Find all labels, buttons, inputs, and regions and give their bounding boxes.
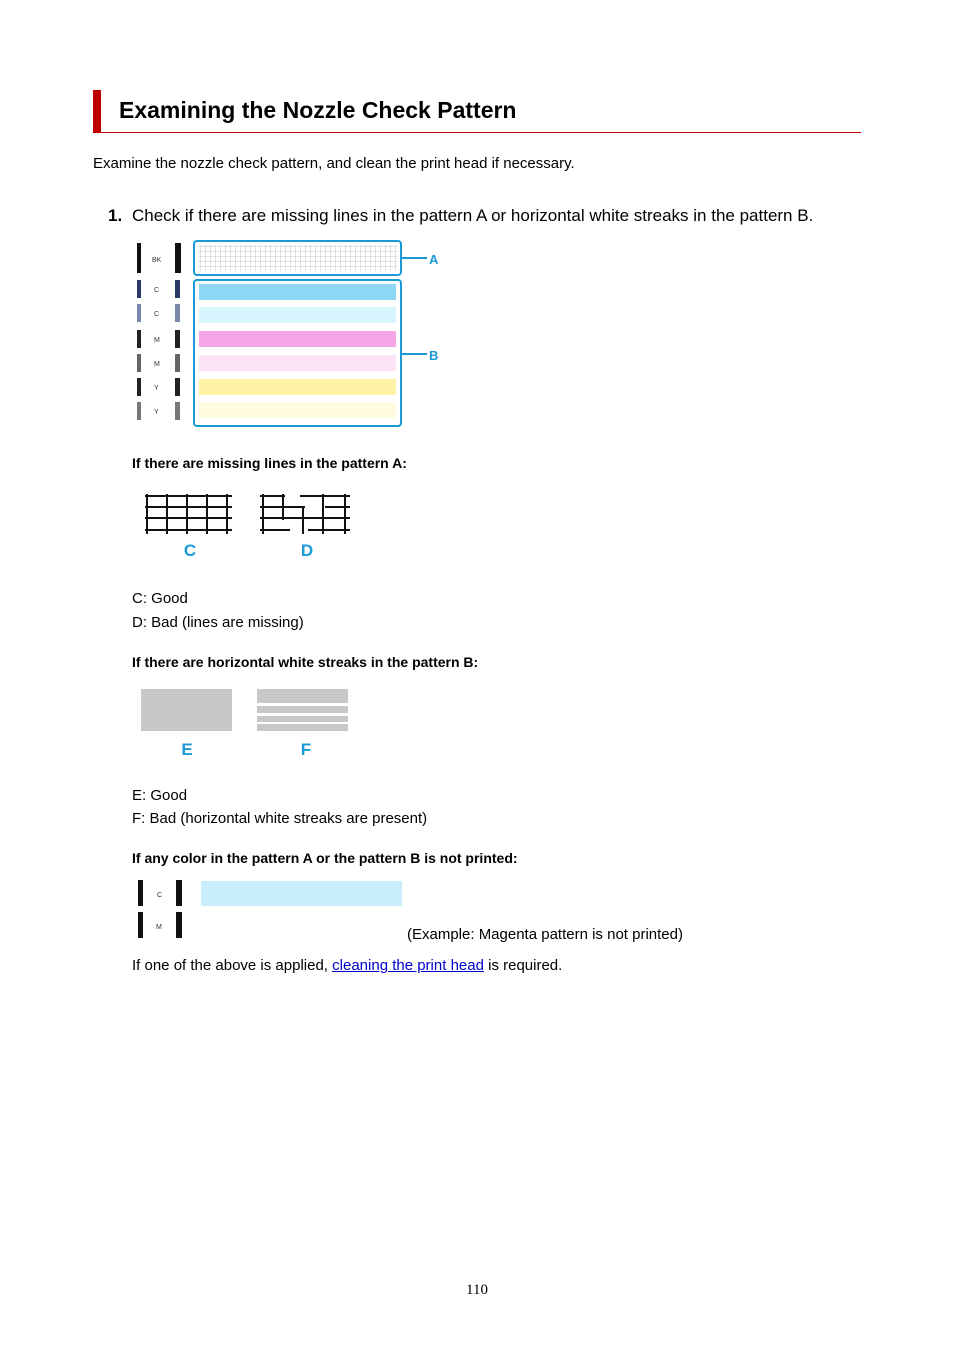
pattern-b-band-magenta [199, 331, 396, 347]
pattern-b-band-light-magenta [199, 355, 396, 371]
channel-label: M [154, 361, 160, 368]
cleaning-print-head-link[interactable]: cleaning the print head [332, 957, 484, 974]
pattern-b-bad-label: F [300, 740, 312, 759]
channel-bars [137, 243, 181, 420]
pattern-a-good-grid [145, 494, 232, 534]
page-number: 110 [466, 1282, 488, 1298]
step-text: Check if there are missing lines in the pattern A or horizontal white streaks in the pattern B. [132, 206, 814, 225]
example-caption: (Example: Magenta pattern is not printed) [407, 926, 683, 943]
section-c-heading: If any color in the pattern A or the pattern B is not printed: [132, 850, 518, 866]
channel-label: BK [152, 257, 162, 264]
pattern-a-examples [140, 490, 360, 562]
section-b-line1: E: Good [132, 787, 188, 804]
pattern-b-band-cyan [199, 284, 396, 300]
pattern-b-band-light-cyan [199, 307, 396, 323]
channel-label: C [154, 287, 160, 294]
page-title: Examining the Nozzle Check Pattern [119, 97, 517, 123]
channel-label: C [157, 892, 163, 899]
pattern-b-band-yellow [199, 379, 396, 395]
channel-label: M [156, 924, 162, 931]
channel-label: Y [154, 409, 159, 416]
pattern-a-bad-grid [260, 494, 350, 534]
channel-label: M [154, 337, 160, 344]
pattern-a-good-label: C [183, 541, 197, 560]
step-number: 1. [108, 206, 123, 225]
section-a-line1: C: Good [132, 590, 188, 607]
section-b-heading: If there are horizontal white streaks in the pattern B: [132, 654, 479, 670]
missing-color-example [135, 876, 407, 942]
heading-accent-bar [93, 90, 101, 133]
nozzle-check-pattern-figure [130, 236, 450, 432]
pattern-b-good-block [141, 689, 232, 731]
pattern-b-bad-block [257, 689, 348, 731]
pattern-a-bad-label: D [300, 541, 314, 560]
heading-rule [101, 132, 861, 133]
closing-prefix: If one of the above is applied, [132, 957, 333, 974]
section-b-line2: F: Bad (horizontal white streaks are present) [132, 810, 428, 827]
section-a-line2: D: Bad (lines are missing) [132, 614, 304, 631]
intro-text: Examine the nozzle check pattern, and clean the print head if necessary. [93, 155, 575, 172]
callout-b-label: B [429, 348, 439, 363]
pattern-b-band-light-yellow [199, 402, 396, 418]
closing-paragraph [132, 957, 562, 974]
pattern-b-good-label: E [181, 740, 193, 759]
pattern-a-grid [198, 245, 397, 271]
callout-a-label: A [429, 252, 439, 267]
cyan-band [201, 881, 402, 906]
pattern-b-examples [140, 688, 360, 760]
section-a-heading: If there are missing lines in the pattern A: [132, 455, 407, 471]
channel-label: Y [154, 385, 159, 392]
closing-suffix: is required. [483, 957, 563, 974]
channel-label: C [154, 311, 160, 318]
